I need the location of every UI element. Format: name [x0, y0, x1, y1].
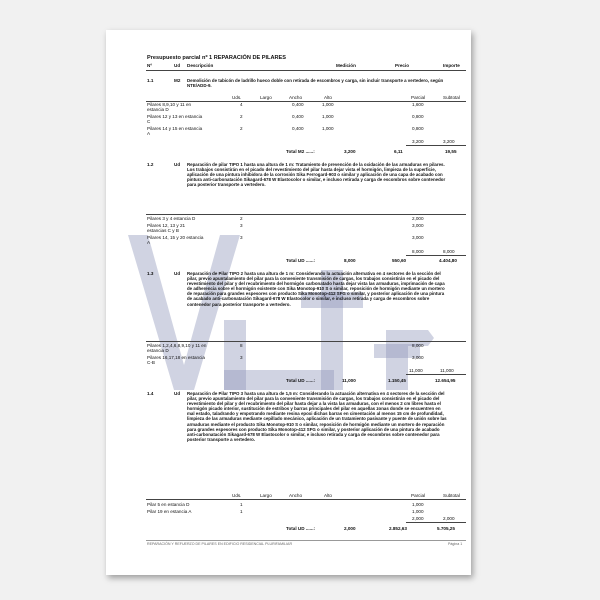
- row-label: Pilares 12, 13 y 21 estancias C y B: [147, 223, 186, 234]
- sum-subtotal: 8,000: [443, 249, 455, 254]
- row-uds: 1: [240, 509, 243, 514]
- meas-header-uds: Uds.: [232, 95, 242, 100]
- row-parcial: 1,600: [412, 102, 424, 107]
- sum-rule: [406, 255, 466, 256]
- sum-subtotal: 3,200: [443, 139, 455, 144]
- total-importe: 5.705,25: [437, 526, 455, 531]
- total-medicion: 2,000: [344, 526, 356, 531]
- item-description: Reparación de Pilar TIPO 2 hasta una altura de 1 m: Considerando la actuación alternativa en 4 sectores de la sección del pilar, previo apuntalamiento del pilar para la conveniente transmisión de cargas, los trabajos consistirán en el picado del revestimiento del pilar y del recubrimiento del hormigón carbonatado hasta dejar vista las armaduras, imprimación de capa de adherencia sobre el hormigón existente con Sika Monotop-910 S o similar, reposición de hormigón mediante un mortero de reparación para grandes espesores con producto Sika Monotop-412 SFG o similar, y posterior aplicación de una pintura de acabado anti-carbonatación Sikagard-678 W Elastocolor o similar, e incluso retirada y carga de escombros sobre contenedor para posterior transporte a vertedero.: [187, 271, 445, 307]
- sum-parcial: 3,200: [412, 139, 424, 144]
- sum-parcial: 8,000: [412, 249, 424, 254]
- row-parcial: 8,000: [412, 343, 424, 348]
- item-unit: Ud: [174, 391, 181, 396]
- row-label: Pilares 16,17,18 en estancia C-B: [147, 355, 205, 366]
- total-precio: 1.150,45: [388, 378, 406, 383]
- sum-subtotal: 2,000: [443, 516, 455, 521]
- row-uds: 2: [240, 216, 243, 221]
- sum-rule: [406, 145, 466, 146]
- row-uds: 3: [240, 235, 243, 240]
- total-label: Total UD ......:: [286, 258, 316, 263]
- footer-rule: [146, 540, 466, 541]
- meas-rule: [146, 341, 466, 342]
- item-number: 1.4: [147, 391, 154, 396]
- row-label: Pilares 12 y 13 en estancia C: [147, 114, 203, 125]
- meas-header-ancho: Ancho: [289, 95, 303, 100]
- row-label: Pilares 14 y 15 en estancia A: [147, 126, 203, 137]
- row-label: Pilar 5 en estancia D: [147, 502, 190, 507]
- row-uds: 2: [240, 126, 243, 131]
- meas-header-largo: Largo: [260, 493, 272, 498]
- total-label: Total M2 ......:: [286, 149, 315, 154]
- meas-rule: [146, 214, 466, 215]
- row-alto: 1,000: [322, 114, 334, 119]
- total-precio: 6,11: [394, 149, 403, 154]
- footer-project: REPARACIÓN Y REFUERZO DE PILARES EN EDIFICIO RESIDENCIAL PLURIFAMILIAR: [147, 542, 293, 546]
- row-parcial: 0,800: [412, 114, 424, 119]
- total-importe: 19,55: [445, 149, 457, 154]
- row-ancho: 0,400: [292, 102, 304, 107]
- row-parcial: 3,000: [412, 223, 424, 228]
- item-description: Demolición de tabicón de ladrillo hueco doble con retirada de escombros y carga, sin incluir transporte a vertedero, según NTE/ADD-9.: [187, 78, 444, 89]
- footer-page-number: Página 1: [448, 542, 463, 546]
- sum-subtotal: 11,000: [440, 368, 454, 373]
- total-importe: 12.654,95: [435, 378, 456, 383]
- row-parcial: 1,000: [412, 502, 424, 507]
- col-header-importe: Importe: [443, 63, 460, 68]
- meas-header-uds: Uds.: [232, 493, 242, 498]
- header-rule: [146, 70, 466, 71]
- row-uds: 8: [240, 343, 243, 348]
- row-alto: 1,000: [322, 126, 334, 131]
- meas-header-parcial: Parcial: [411, 95, 426, 100]
- total-label: Total UD ......:: [286, 378, 316, 383]
- total-importe: 4.404,80: [439, 258, 457, 263]
- col-header-desc: Descripción: [187, 63, 214, 68]
- col-header-ud: Ud: [174, 63, 181, 68]
- row-uds: 4: [240, 102, 243, 107]
- total-medicion: 11,000: [342, 378, 356, 383]
- item-number: 1.1: [147, 78, 154, 83]
- row-parcial: 2,000: [412, 216, 424, 221]
- meas-header-alto: Alto: [324, 493, 332, 498]
- item-description: Reparación de Pilar TIPO 3 hasta una altura de 1,5 m: Considerando la actuación alternativa en 4 sectores de la sección del pilar, previo apuntalamiento del pilar para la conveniente transmisión de cargas, los trabajos consistirán en el picado del revestimiento del pilar y del recubrimiento del pilar hasta dejar a la vista las armaduras, con el menos 2 cm libres hasta el hormigón picado interior, sustitución de estribos y barras principales del pilar en aquellas zonas donde se encuentren en mal estado, taladrando y empotrando mediante resina epoxi dichas barras en cimentación al menos 15 cm de profundidad, limpieza de las armaduras mediante cepillado mecánico, aplicación de un tratamiento pasivante y puente de unión sobre las armaduras mediante el producto Sika Monotop-910 S o similar, reposición de hormigón mediante un mortero de reparación para grandes espesores con producto Sika Monotop-412 SFG o similar, y posterior aplicación de una pintura de acabado anti-carbonatación Sikagard-678 W Elastocolor o similar, e incluso retirada y carga de escombros sobre contenedor para posterior transporte a vertedero.: [187, 391, 447, 442]
- item-number: 1.3: [147, 271, 154, 276]
- total-precio: 2.852,63: [389, 526, 407, 531]
- row-parcial: 3,000: [412, 235, 424, 240]
- row-uds: 1: [240, 502, 243, 507]
- meas-header-largo: Largo: [260, 95, 272, 100]
- item-description: Reparación de pilar TIPO 1 hasta una altura de 1 m: Tratamiento de prevención de la oxidación de las armaduras en pilares. Los trabajos consistirán en el picado del revestimiento del pilar hasta dejar vista el hormigón, limpieza de la superficie, aplicación de una pintura inhibidora de la corrosión Sika Ferrogard-903 o similar y aplicación de una capa de acabado con pintura anti-carbonatación Sikagard-678 W Elastocolor o similar, e incluso retirada y carga de escombros sobre contenedor para posterior transporte a vertedero.: [187, 162, 446, 188]
- row-label: Pilares 3 y 4 estancia D: [147, 216, 196, 221]
- item-unit: M2: [174, 78, 181, 83]
- row-uds: 3: [240, 223, 243, 228]
- sum-parcial: 2,000: [412, 516, 424, 521]
- col-header-n: Nº: [147, 63, 152, 68]
- row-ancho: 0,400: [292, 114, 304, 119]
- meas-rule: [146, 499, 466, 500]
- row-parcial: 1,000: [412, 509, 424, 514]
- row-label: Pilares 8,9,10 y 11 en estancia D: [147, 102, 192, 113]
- row-label: Pilar 19 en estancia A: [147, 509, 192, 514]
- sum-parcial: 11,000: [409, 368, 423, 373]
- row-label: Pilares 14, 15 y 20 estancia A: [147, 235, 204, 246]
- row-ancho: 0,400: [292, 126, 304, 131]
- col-header-precio: Precio: [395, 63, 410, 68]
- total-medicion: 8,000: [344, 258, 356, 263]
- meas-header-subtotal: Subtotal: [443, 493, 460, 498]
- sum-rule: [406, 522, 466, 523]
- meas-header-ancho: Ancho: [289, 493, 303, 498]
- page-title: Presupuesto parcial nº 1 REPARACIÓN DE PILARES: [147, 55, 287, 61]
- row-label: Pilares 1,2,4,6,8,9,10 y 11 en estancia D: [147, 343, 207, 354]
- meas-header-parcial: Parcial: [411, 493, 426, 498]
- row-uds: 2: [240, 114, 243, 119]
- row-alto: 1,000: [322, 102, 334, 107]
- row-parcial: 0,800: [412, 126, 424, 131]
- item-unit: Ud: [174, 271, 181, 276]
- document-page: [106, 30, 471, 575]
- col-header-medicion: Medición: [336, 63, 356, 68]
- row-uds: 3: [240, 355, 243, 360]
- sum-rule: [406, 374, 466, 375]
- total-label: Total UD ......:: [286, 526, 316, 531]
- meas-header-alto: Alto: [324, 95, 332, 100]
- total-precio: 550,60: [392, 258, 407, 263]
- row-parcial: 3,000: [412, 355, 424, 360]
- item-number: 1.2: [147, 162, 154, 167]
- total-medicion: 3,200: [344, 149, 356, 154]
- meas-header-subtotal: Subtotal: [443, 95, 460, 100]
- item-unit: Ud: [174, 162, 181, 167]
